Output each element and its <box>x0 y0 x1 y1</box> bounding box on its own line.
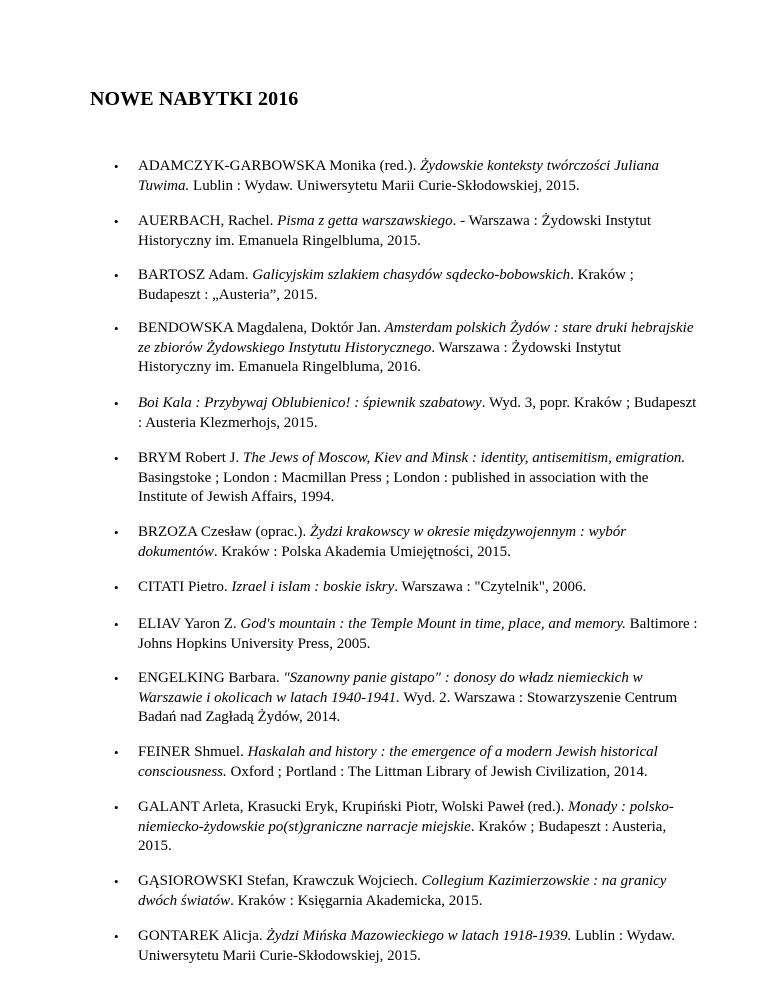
bullet-icon: • <box>114 159 119 174</box>
entry-author: BARTOSZ Adam. <box>138 267 249 283</box>
entry-author: FEINER Shmuel. <box>138 744 244 760</box>
entry-title: "Szanowny panie gistapo" : donosy do władz niemieckich w Warszawie i okolicach w latach 1940-1941. <box>138 670 643 706</box>
bullet-icon: • <box>114 617 119 632</box>
bullet-icon: • <box>114 451 119 466</box>
list-item <box>114 669 698 728</box>
bullet-icon: • <box>114 321 119 336</box>
entry-title: Izrael i islam : boskie iskry <box>231 579 395 595</box>
entry-author: GĄSIOROWSKI Stefan, Krawczuk Wojciech. <box>138 873 418 889</box>
entry-author: ENGELKING Barbara. <box>138 670 280 686</box>
entry-author: ADAMCZYK-GARBOWSKA Monika (red.). <box>138 158 417 174</box>
bullet-icon: • <box>114 745 119 760</box>
list-item <box>114 212 698 251</box>
entry-publication: . Warszawa : "Czytelnik", 2006. <box>394 579 587 595</box>
list-item <box>114 798 698 857</box>
list-item <box>114 449 698 508</box>
bullet-icon: • <box>114 525 119 540</box>
entry-title: Żydzi krakowscy w okresie międzywojennym : wybór dokumentów <box>138 524 627 560</box>
entry-title: God's mountain : the Temple Mount in time, place, and memory. <box>240 616 626 632</box>
entry-title: Galicyjskim szlakiem chasydów sądecko-bobowskich <box>252 267 571 283</box>
list-item <box>114 523 698 562</box>
entry-publication: . Kraków : Polska Akademia Umiejętności, 2015. <box>213 543 511 560</box>
entry-author: BENDOWSKA Magdalena, Doktór Jan. <box>138 320 381 336</box>
entry-publication: . Warszawa : Żydowski Instytut Historyczny im. Emanuela Ringelbluma, 2016. <box>138 339 622 375</box>
bullet-icon: • <box>114 580 119 595</box>
page-title: NOWE NABYTKI 2016 <box>90 88 299 110</box>
list-item <box>114 157 698 196</box>
entry-publication: Lublin : Wydaw. Uniwersytetu Marii Curie-Skłodowskiej, 2015. <box>138 928 676 964</box>
list-item <box>114 319 698 378</box>
bullet-icon: • <box>114 874 119 889</box>
entry-title: Haskalah and history : the emergence of a modern Jewish historical consciousness. <box>138 744 658 780</box>
entry-publication: . Kraków : Księgarnia Akademicka, 2015. <box>230 892 483 909</box>
list-item <box>114 578 698 598</box>
list-item <box>114 615 698 654</box>
bullet-icon: • <box>114 929 119 944</box>
entry-title: The Jews of Moscow, Kiev and Minsk : identity, antisemitism, emigration. <box>243 450 686 466</box>
entry-author: GONTAREK Alicja. <box>138 928 263 944</box>
entry-publication: . Kraków ; Budapeszt : „Austeria”, 2015. <box>138 267 634 303</box>
entry-publication: . - Warszawa : Żydowski Instytut Historyczny im. Emanuela Ringelbluma, 2015. <box>138 213 652 249</box>
entry-author: BRYM Robert J. <box>138 450 240 466</box>
entry-publication: . Wyd. 3, popr. Kraków ; Budapeszt : Austeria Klezmerhojs, 2015. <box>138 395 697 431</box>
entry-publication: Wyd. 2. Warszawa : Stowarzyszenie Centrum Badań nad Zagładą Żydów, 2014. <box>138 689 678 725</box>
bullet-icon: • <box>114 214 119 229</box>
entry-title: Żydzi Mińska Mazowieckiego w latach 1918-1939. <box>266 928 572 944</box>
list-item <box>114 266 698 305</box>
entry-publication: Basingstoke ; London : Macmillan Press ; London : published in association with the Institute of Jewish Affairs, 1994. <box>138 469 649 505</box>
entry-title: Monady : polsko-niemiecko-żydowskie po(st)graniczne narracje miejskie <box>138 799 674 835</box>
bullet-icon: • <box>114 800 119 815</box>
bullet-icon: • <box>114 671 119 686</box>
list-item <box>114 927 698 966</box>
list-item <box>114 872 698 911</box>
entry-publication: . Kraków ; Budapeszt : Austeria, 2015. <box>138 818 667 854</box>
list-item <box>114 394 698 433</box>
bullet-icon: • <box>114 268 119 283</box>
entry-author: AUERBACH, Rachel. <box>138 213 274 229</box>
entry-title: Pisma z getta warszawskiego <box>277 213 453 229</box>
entry-author: CITATI Pietro. <box>138 579 228 595</box>
list-item <box>114 743 698 782</box>
entry-title: Żydowskie konteksty twórczości Juliana Tuwima. <box>138 158 660 194</box>
entry-author: ELIAV Yaron Z. <box>138 616 237 632</box>
bullet-icon: • <box>114 396 119 411</box>
entry-publication: Baltimore : Johns Hopkins University Press, 2005. <box>138 616 698 652</box>
entry-title: Collegium Kazimierzowskie : na granicy dwóch światów <box>138 873 667 909</box>
entry-author: BRZOZA Czesław (oprac.). <box>138 524 307 540</box>
entry-title: Boi Kala : Przybywaj Oblubienico! : śpiewnik szabatowy <box>138 395 482 411</box>
entry-author: GALANT Arleta, Krasucki Eryk, Krupiński Piotr, Wolski Paweł (red.). <box>138 799 565 815</box>
entry-publication: Oxford ; Portland : The Littman Library of Jewish Civilization, 2014. <box>230 763 648 780</box>
entry-publication: Lublin : Wydaw. Uniwersytetu Marii Curie-Skłodowskiej, 2015. <box>193 177 580 194</box>
entry-title: Amsterdam polskich Żydów : stare druki hebrajskie ze zbiorów Żydowskiego Instytutu Historycznego <box>138 320 694 356</box>
